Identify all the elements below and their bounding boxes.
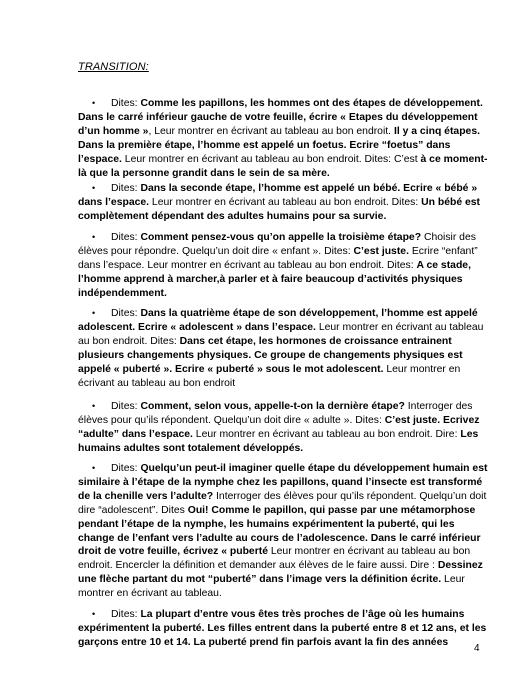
bullet-marker: • xyxy=(92,232,96,242)
paragraph-adult-stage xyxy=(78,400,488,456)
text-run: Dites: xyxy=(111,609,141,620)
text-run: Leur montrer en écrivant au tableau. xyxy=(78,574,465,600)
text-run: , Leur montrer en écrivant au tableau au bon endroit. xyxy=(148,125,394,137)
text-run: Dites: xyxy=(111,183,141,194)
bold-text-run: Comme les papillons, les hommes ont des étapes de développement. Dans le carré inférieur gauche de votre feuille, écrire « Etapes du développement d’un homme » xyxy=(78,98,483,137)
bold-text-run: Un bébé est complètement dépendant des adultes humains pour sa survie. xyxy=(78,196,481,222)
text-run: Leur montrer en écrivant au tableau au bon endroit. Dites: C’est xyxy=(121,153,421,165)
bullet-marker: • xyxy=(92,463,96,473)
paragraph-child-stage xyxy=(78,231,488,301)
bullet-marker: • xyxy=(92,183,96,193)
bold-text-run: Comment pensez-vous qu’on appelle la troisième étape? xyxy=(140,232,422,243)
text-run: Leur montrer en écrivant au tableau au bon endroit. Encercler la définition et demander aux élèves de le faire aussi. Dire : xyxy=(78,546,471,572)
bold-text-run: La plupart d’entre vous êtes très proches de l’âge où les humains expérimentent la puberté. Les filles entrent dans la puberté entre 8 et 12 ans, et les garçons entre 10 et 14. La puberté prend fin parfois avant la fin des années xyxy=(78,609,487,648)
text-run: Choisir des élèves pour répondre. Quelqu’un doit dire « enfant ». Dites: xyxy=(78,232,476,257)
bold-text-run: Quelqu’un peut-il imaginer quelle étape du développement humain est similaire à l’étape de la nymphe chez les papillons, quand l’insecte est transformé de la chenille vers l’adulte? xyxy=(78,463,488,502)
text-run: Dites: xyxy=(111,401,141,412)
bold-text-run: Dans la seconde étape, l’homme est appelé un bébé. Ecrire « bébé » dans l’espace. xyxy=(78,183,478,208)
bold-text-run: Les humains adultes sont totalement développés. xyxy=(78,428,479,454)
bold-text-run: Oui! Comme le papillon, qui passe par une métamorphose pendant l’étape de la nymphe, les humains expérimentent la puberté, qui les change de l’enfant vers l’adulte au cours de l’adolescence. Dans le carré inférieur droit de votre feuille, écrivez « puberté xyxy=(78,504,481,558)
text-run: Interroger des élèves pour qu’ils répondent. Quelqu’un doit dire « adulte ». Dites: xyxy=(78,401,473,426)
bullet-marker: • xyxy=(92,401,96,411)
text-run: Dites: xyxy=(111,98,141,109)
text-run: Leur montrer en écrivant au tableau au bon endroit. Dire: xyxy=(192,428,461,440)
bold-text-run: à ce moment- là que la personne grandit dans le sein de sa mère. xyxy=(78,153,488,179)
paragraph-baby-stage xyxy=(78,182,488,224)
bullet-marker: • xyxy=(92,308,96,318)
bold-text-run: A ce stade, l’homme apprend à marcher,à parler et à faire beaucoup d’activités physiques indépendemment. xyxy=(78,259,471,299)
bold-text-run: Dans cet étape, les hormones de croissance entrainent plusieurs changements physiques. Ce groupe de changements physiques est appelé « puberté ». Ecrire « puberté » sous le mot adolescent. xyxy=(78,335,463,375)
section-heading: TRANSITION: xyxy=(78,61,149,73)
bold-text-run: Ecrivez “adulte” dans l’espace. xyxy=(78,414,480,440)
text-run: Leur montrer en écrivant au tableau au bon endroit xyxy=(78,363,461,389)
text-run: Dites: xyxy=(111,232,141,243)
text-run: Dites: xyxy=(111,308,141,319)
bold-text-run: Dessinez une flèche partant du mot “puberté” dans l’image vers la définition écrite. xyxy=(78,560,483,586)
paragraph-puberty-age xyxy=(78,608,488,650)
bullet-marker: • xyxy=(92,98,96,108)
page-number: 4 xyxy=(474,643,480,654)
bold-text-run: Dans la quatrième étape de son développement, l’homme est appelé adolescent. Ecrire « adolescent » dans l’espace. xyxy=(78,308,478,333)
bold-text-run: C’est juste. xyxy=(353,245,409,257)
text-run: Leur montrer en écrivant au tableau au bon endroit. Dites: xyxy=(149,196,422,208)
bullet-marker: • xyxy=(92,609,96,619)
bold-text-run: C’est juste. xyxy=(384,414,441,426)
paragraph-adolescent-stage xyxy=(78,307,488,390)
bold-text-run: Comment, selon vous, appelle-t-on la dernière étape? xyxy=(140,401,405,412)
paragraph-fetus-stage xyxy=(78,97,488,180)
text-run: Interroger des élèves pour qu’ils répondent. Quelqu’un doit dire “adolescent”. Dites xyxy=(78,490,487,516)
text-run: Leur montrer en écrivant au tableau au bon endroit. Dites: xyxy=(78,321,484,347)
bold-text-run: Il y a cinq étapes. Dans la première étape, l’homme est appelé un foetus. Ecrire “foetus” dans l’espace. xyxy=(78,125,480,165)
text-run: Ecrire “enfant” dans l’espace. Leur montrer en écrivant au tableau au bon endroit. Dites: xyxy=(78,245,478,271)
paragraph-puberty-nymph xyxy=(78,462,488,601)
text-run: Dites: xyxy=(111,463,141,474)
